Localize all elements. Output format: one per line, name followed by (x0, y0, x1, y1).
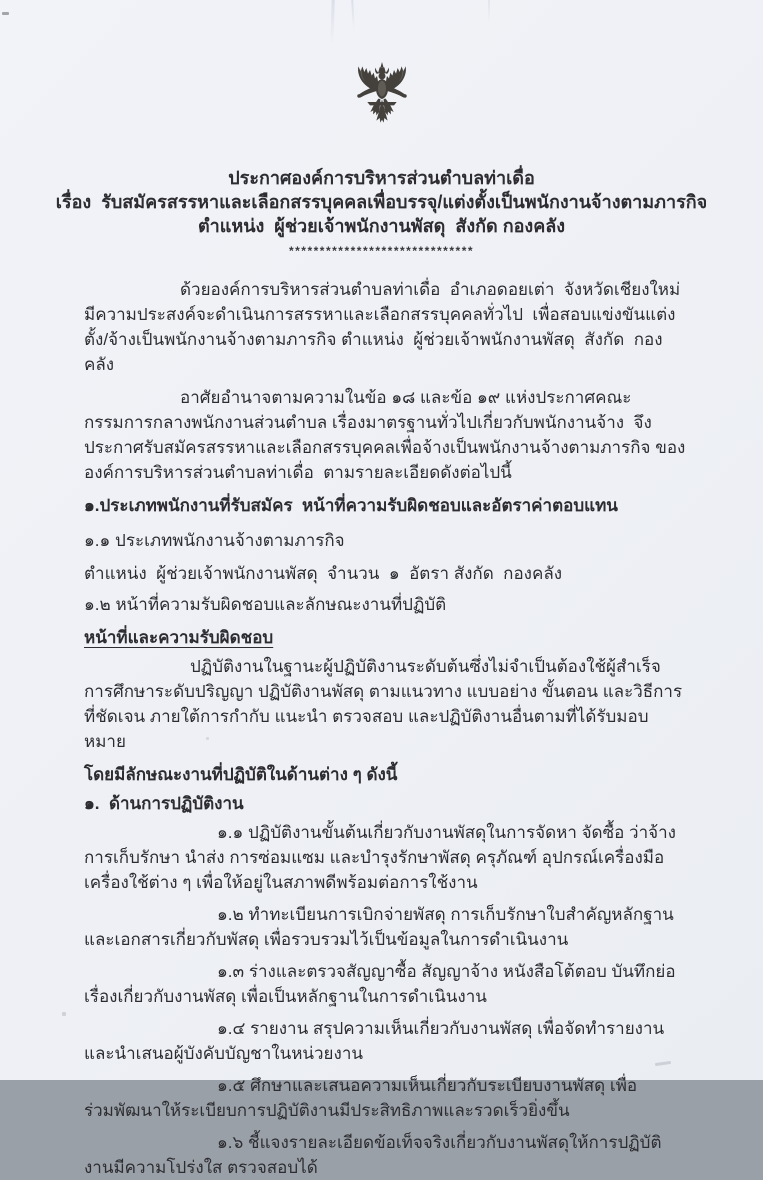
position-detail-line: ตำแหน่ง ผู้ช่วยเจ้าพนักงานพัสดุ จำนวน ๑ อัตรา สังกัด กองคลัง (84, 564, 563, 583)
asterisk-divider: ****************************** (288, 244, 475, 258)
task-item-4: ๑.๔ รายงาน สรุปความเห็นเกี่ยวกับงานพัสดุ เพื่อจัดทำรายงาน และนำเสนอผู้บังคับบัญชาในหน่วยงาน (84, 1019, 669, 1063)
section-1-heading: ๑.ประเภทพนักงานที่รับสมัคร หน้าที่ความรับผิดชอบและอัตราค่าตอบแทน (84, 496, 618, 515)
task-item-6: ๑.๖ ชี้แจงรายละเอียดข้อเท็จจริงเกี่ยวกับงานพัสดุให้การปฏิบัติงานมีความโปร่งใส ตรวจสอบได้ (84, 1133, 662, 1177)
emblem-container (0, 0, 763, 154)
task-item-2: ๑.๒ ทำทะเบียนการเบิกจ่ายพัสดุ การเก็บรักษาใบสำคัญหลักฐานและเอกสารเกี่ยวกับพัสดุ เพื่อรวบรวมไว้เป็นข้อมูลในการดำเนินงาน (84, 905, 674, 949)
duties-heading: หน้าที่และความรับผิดชอบ (84, 628, 274, 647)
garuda-emblem-icon (342, 50, 422, 154)
header-title: ประกาศองค์การบริหารส่วนตำบลท่าเดื่อ (228, 168, 535, 188)
scan-speck (688, 201, 692, 204)
announcement-body (0, 263, 763, 1180)
task-item-3: ๑.๓ ร่างและตรวจสัญญาซื้อ สัญญาจ้าง หนังสือโต้ตอบ บันทึกย่อเรื่องเกี่ยวกับงานพัสดุ เพื่อเป็นหลักฐานในการดำเนินงาน (84, 962, 676, 1006)
paper-crease (488, 0, 490, 22)
task-item-5: ๑.๕ ศึกษาและเสนอความเห็นเกี่ยวกับระเบียบงานพัสดุ เพื่อร่วมพัฒนาให้ระเบียบการปฏิบัติงานมีประสิทธิภาพและรวดเร็วยิ่งขึ้น (84, 1076, 638, 1120)
tasks-section-heading: ๑. ด้านการปฏิบัติงาน (84, 794, 244, 813)
scan-speck (2, 12, 9, 15)
scan-speck (62, 1012, 66, 1016)
section-1-2-line: ๑.๒ หน้าที่ความรับผิดชอบและลักษณะงานที่ปฏิบัติ (84, 595, 447, 614)
duties-paragraph: ปฏิบัติงานในฐานะผู้ปฏิบัติงานระดับต้นซึ่งไม่จำเป็นต้องใช้ผู้สำเร็จการศึกษาระดับปริญญา ปฏิบัติงานพัสดุ ตามแนวทาง แบบอย่าง ขั้นตอน และวิธีการที่ชัดเจน ภายใต้การกำกับ แนะนำ ตรวจสอบ และปฏิบัติงานอื่นตามที่ได้รับมอบหมาย (84, 657, 683, 751)
scan-speck (206, 737, 209, 740)
section-1-1-line: ๑.๑ ประเภทพนักงานจ้างตามภารกิจ (84, 531, 345, 550)
task-item-1: ๑.๑ ปฏิบัติงานขั้นต้นเกี่ยวกับงานพัสดุในการจัดหา จัดซื้อ ว่าจ้าง การเก็บรักษา นำส่ง การซ่อมแซม และบำรุงรักษาพัสดุ ครุภัณฑ์ อุปกรณ์เครื่องมือเครื่องใช้ต่าง ๆ เพื่อให้อยู่ในสภาพดีพร้อมต่อการใช้งาน (84, 823, 681, 892)
header-subject: เรื่อง รับสมัครสรรหาและเลือกสรรบุคคลเพื่อบรรจุ/แต่งตั้งเป็นพนักงานจ้างตามภารกิจ (55, 192, 708, 212)
intro-paragraph-2: อาศัยอำนาจตามความในข้อ ๑๘ และข้อ ๑๙ แห่งประกาศคณะกรรมการกลางพนักงานส่วนตำบล เรื่องมาตรฐานทั่วไปเกี่ยวกับพนักงานจ้าง จึงประกาศรับสมัครสรรหาและเลือกสรรบุคคลเพื่อจ้างเป็นพนักงานจ้างตามภารกิจ ขององค์การบริหารส่วนตำบลท่าเดื่อ ตามรายละเอียดดังต่อไปนี้ (84, 388, 686, 482)
intro-paragraph-1: ด้วยองค์การบริหารส่วนตำบลท่าเดื่อ อำเภอดอยเต่า จังหวัดเชียงใหม่ มีความประสงค์จะดำเนินการสรรหาและเลือกสรรบุคคลทั่วไป เพื่อสอบแข่งขันแต่งตั้ง/จ้างเป็นพนักงานจ้างตามภารกิจ ตำแหน่ง ผู้ช่วยเจ้าพนักงานพัสดุ สังกัด กองคลัง (84, 280, 690, 374)
announcement-header (0, 166, 763, 263)
tasks-intro-line: โดยมีลักษณะงานที่ปฏิบัติในด้านต่าง ๆ ดังนี้ (84, 765, 398, 784)
header-position: ตำแหน่ง ผู้ช่วยเจ้าพนักงานพัสดุ สังกัด กองคลัง (197, 216, 566, 236)
